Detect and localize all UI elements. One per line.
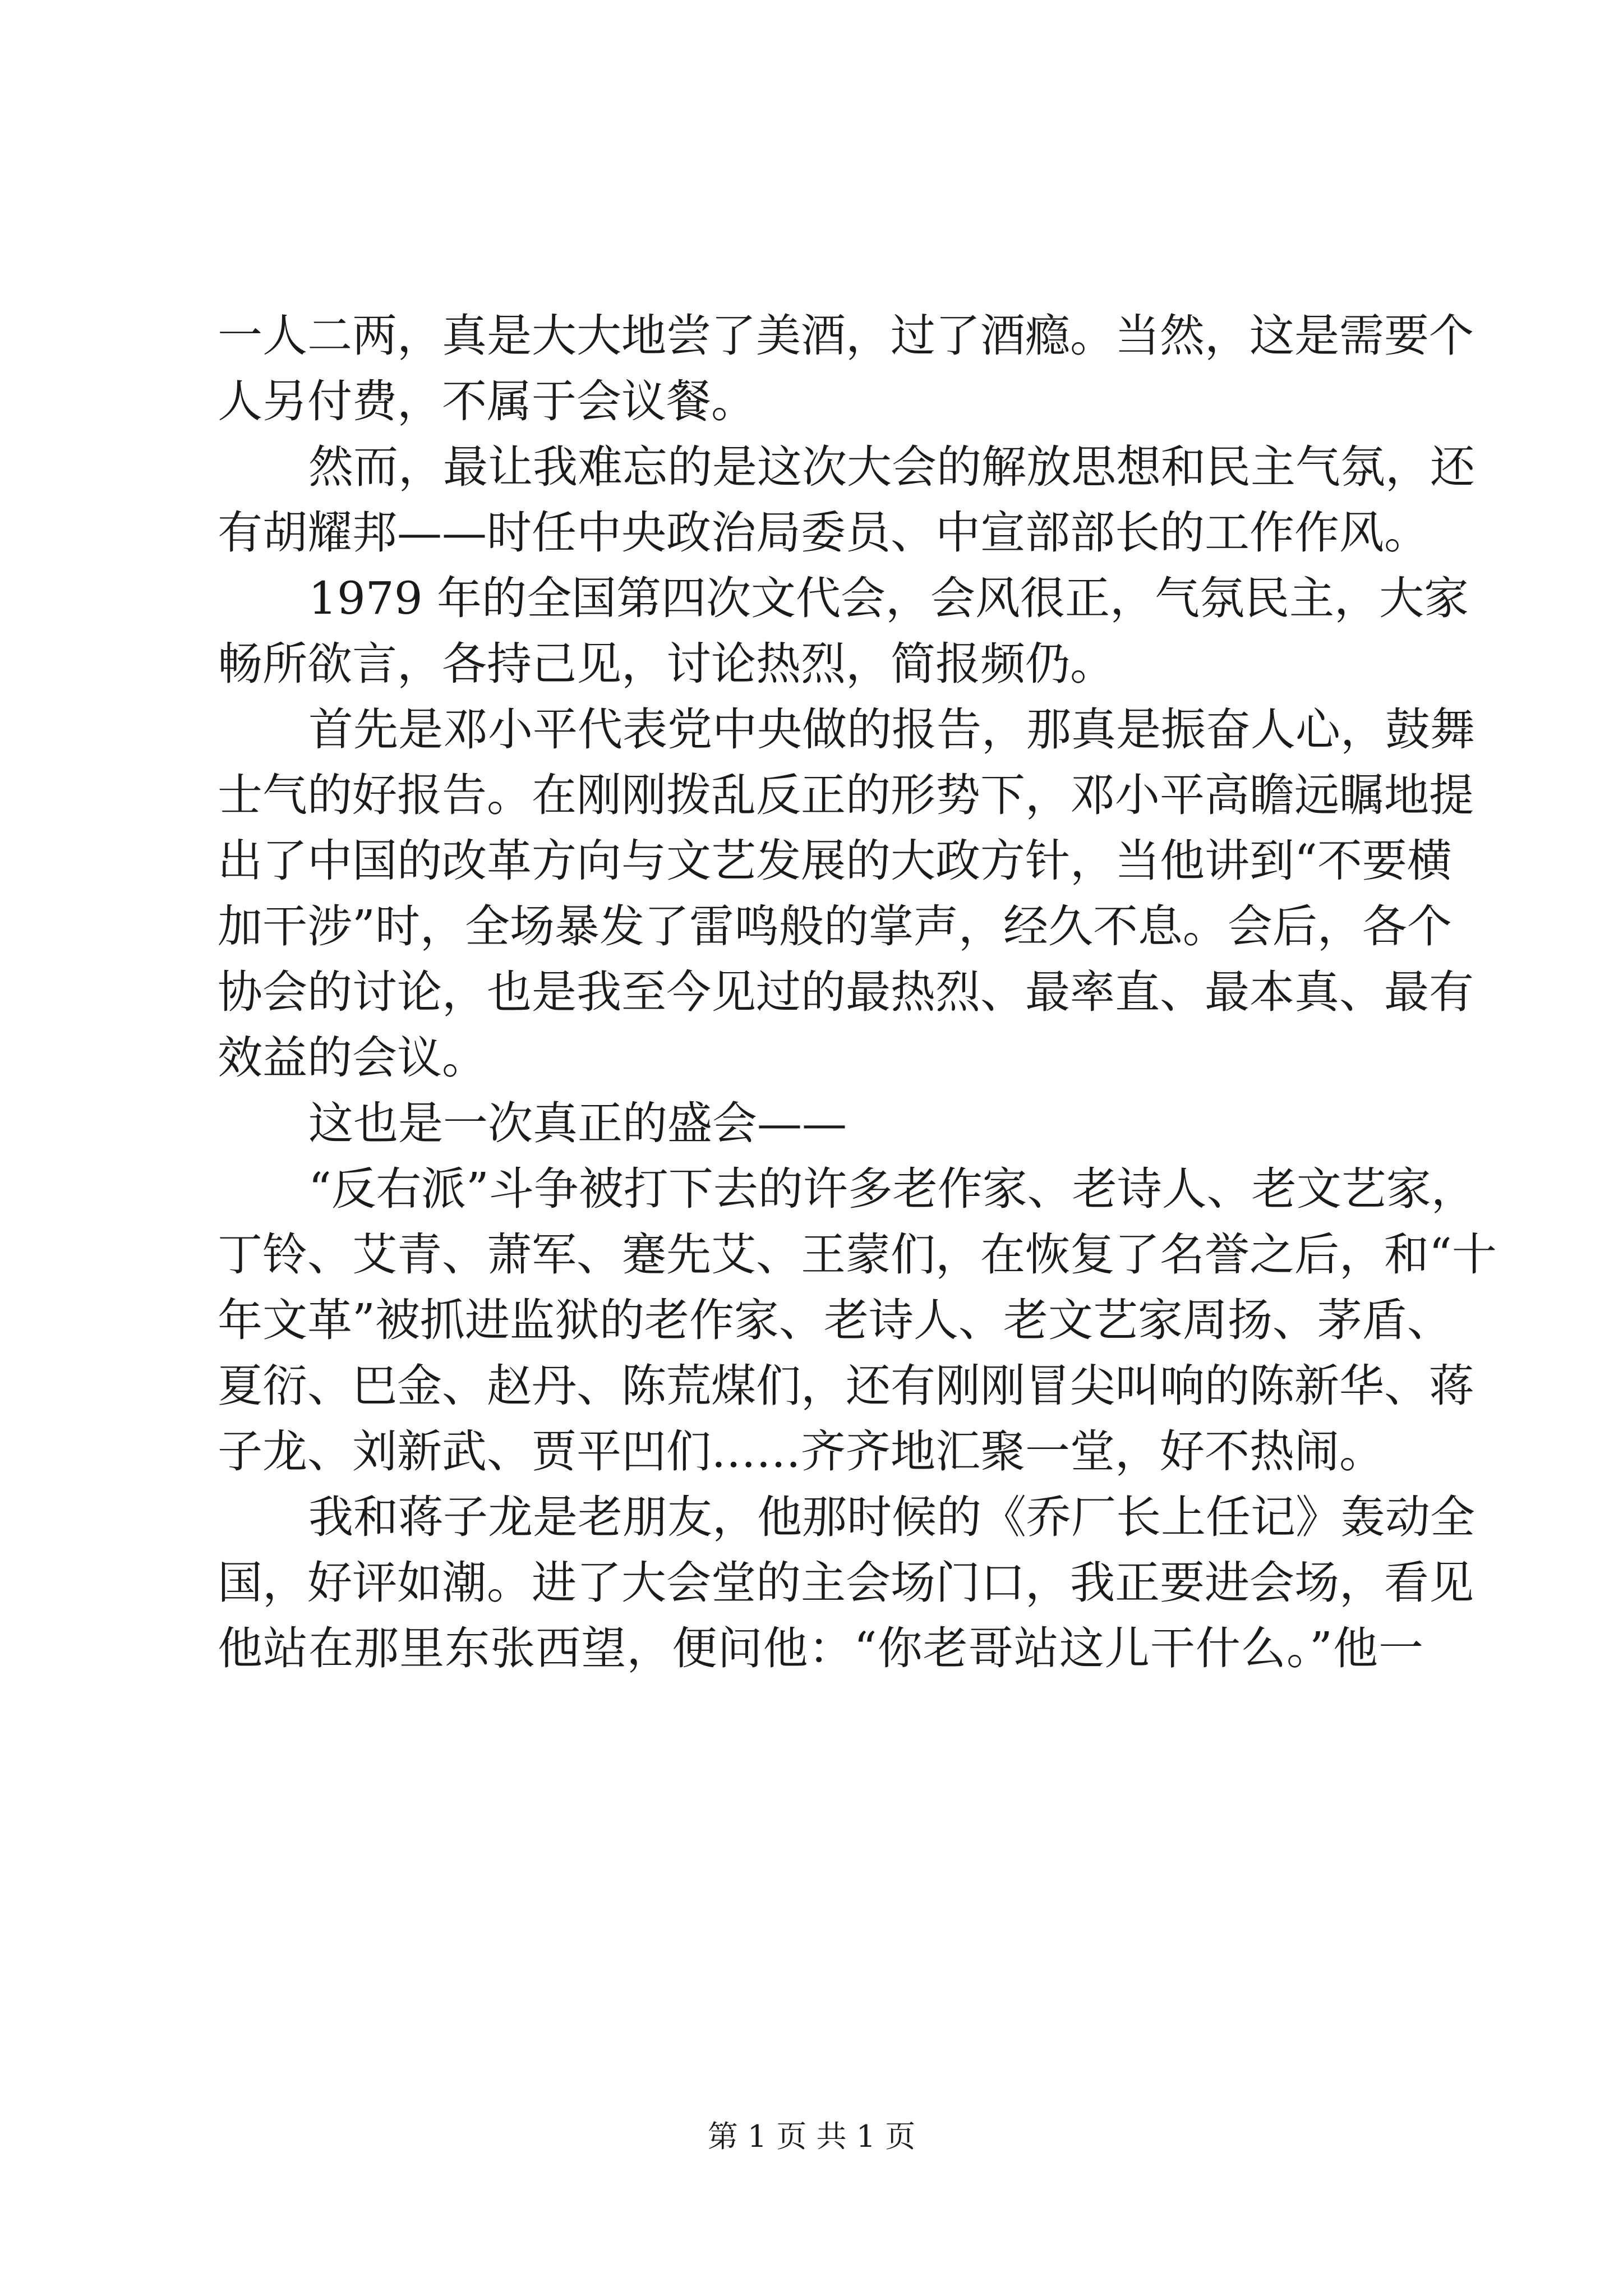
text-line: 夏衍、巴金、赵丹、陈荒煤们，还有刚刚冒尖叫响的陈新华、蒋 [218, 1360, 1474, 1412]
text-line: 效益的会议。 [218, 1032, 487, 1084]
text-line: 人另付费，不属于会议餐。 [218, 375, 756, 427]
text-line: 然而，最让我难忘的是这次大会的解放思想和民主气氛，还 [308, 441, 1475, 493]
text-line: 他站在那里东张西望，便问他：“你老哥站这儿干什么。”他一 [218, 1622, 1423, 1674]
text-line: 出了中国的改革方向与文艺发展的大政方针，当他讲到“不要横 [218, 835, 1452, 887]
text-line: 有胡耀邦——时任中央政治局委员、中宣部部长的工作作风。 [218, 507, 1429, 559]
text-line: 一人二两，真是大大地尝了美酒，过了酒瘾。当然，这是需要个 [218, 310, 1474, 362]
text-line: 畅所欲言，各持己见，讨论热烈，简报频仍。 [218, 638, 1115, 690]
text-line: 加干涉”时，全场暴发了雷鸣般的掌声，经久不息。会后，各个 [218, 900, 1452, 953]
text-line: 这也是一次真正的盛会—— [308, 1097, 847, 1149]
text-line: 国，好评如潮。进了大会堂的主会场门口，我正要进会场，看见 [218, 1557, 1474, 1609]
document-body [218, 303, 1497, 1681]
text-line: 首先是邓小平代表党中央做的报告，那真是振奋人心，鼓舞 [308, 703, 1475, 756]
text-line: 1979 年的全国第四次文代会，会风很正，气氛民主，大家 [308, 572, 1469, 624]
text-line: 丁铃、艾青、萧军、蹇先艾、王蒙们，在恢复了名誉之后，和“十 [218, 1228, 1497, 1281]
text-line: 我和蒋子龙是老朋友，他那时候的《乔厂长上任记》轰动全 [308, 1491, 1475, 1543]
text-line: 士气的好报告。在刚刚拨乱反正的形势下，邓小平高瞻远瞩地提 [218, 769, 1474, 821]
text-line: 协会的讨论，也是我至今见过的最热烈、最率直、最本真、最有 [218, 966, 1474, 1018]
text-line: 年文革”被抓进监狱的老作家、老诗人、老文艺家周扬、茅盾、 [218, 1294, 1452, 1346]
text-line: “反右派”斗争被打下去的许多老作家、老诗人、老文艺家， [308, 1163, 1476, 1215]
text-line: 子龙、刘新武、贾平凹们……齐齐地汇聚一堂，好不热闹。 [218, 1425, 1384, 1478]
page-footer: 第 1 页 共 1 页 [707, 2119, 916, 2154]
